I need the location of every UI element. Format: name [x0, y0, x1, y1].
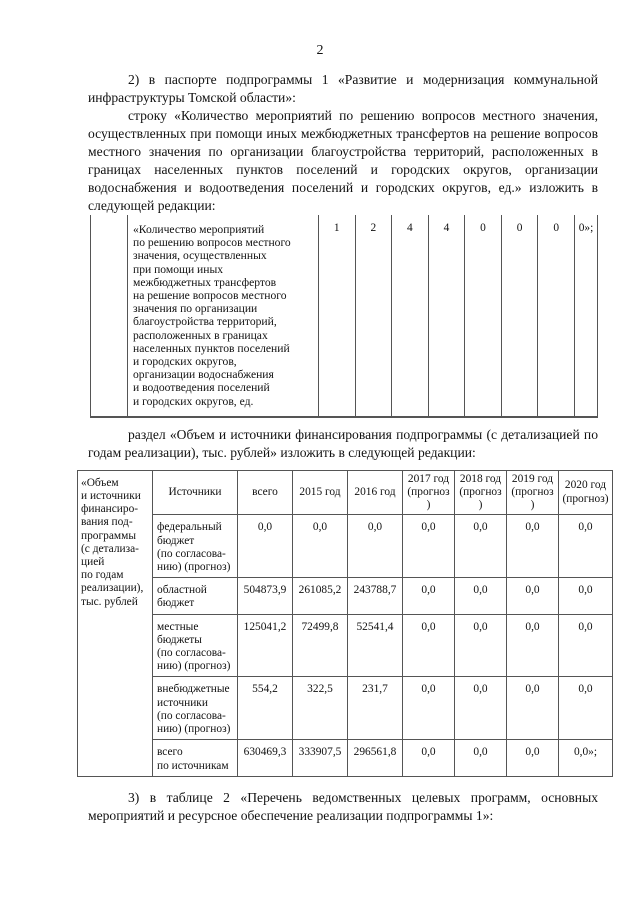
source-cell — [153, 677, 238, 740]
text-line: и источники — [81, 490, 141, 503]
text-line: нию) (прогноз) — [157, 561, 231, 574]
text-line: «Объем — [81, 476, 119, 489]
value-cell: 243788,7 — [348, 578, 403, 614]
paragraph: строку «Количество мероприятий по решению вопросов местного значения, осуществленных при помощи иных межбюджетных трансфертов на решение вопросов местного значения по организации благоустройства территорий, расположенных в границах населенных пунктов поселений и городских округов, организации водоснабжения и водоотведения поселений и городских округов, ед.» изложить в следующей редакции: — [88, 108, 598, 213]
value-cell: 0,0 — [559, 614, 613, 677]
value-cell: 0,0 — [559, 677, 613, 740]
text-line: на решение вопросов местного — [133, 289, 287, 303]
value-cell: 0,0 — [455, 578, 507, 614]
finance-section-text — [88, 426, 598, 462]
value-cell: 0,0 — [348, 515, 403, 578]
value-cell: 4 — [428, 215, 465, 417]
value-cell: 125041,2 — [238, 614, 293, 677]
value-cell: 630469,3 — [238, 740, 293, 776]
text-line: значения, осуществленных — [133, 249, 267, 263]
column-header: 2017 год (прогноз) — [403, 470, 455, 515]
value-cell: 1 — [319, 215, 356, 417]
text-line: (по согласова- — [157, 647, 226, 660]
text-line: (по согласова- — [157, 547, 226, 560]
text-line: расположенных в границах — [133, 328, 268, 342]
value-cell: 0,0 — [403, 578, 455, 614]
column-header: 2015 год — [293, 470, 348, 515]
value-cell: 0,0 — [455, 677, 507, 740]
row-label — [78, 470, 153, 776]
text-line: областной — [157, 584, 207, 597]
value-cell: 0,0 — [507, 740, 559, 776]
text-line: источники — [157, 696, 208, 709]
text-line: бюджеты — [157, 633, 202, 646]
value-cell: 0,0 — [559, 515, 613, 578]
value-cell: 0 — [501, 215, 538, 417]
text-line: и городских округов, — [133, 355, 237, 369]
value-cell: 231,7 — [348, 677, 403, 740]
text-line: цией — [81, 556, 105, 569]
value-cell: 0,0 — [403, 515, 455, 578]
value-cell: 0,0 — [559, 578, 613, 614]
text-line: местные — [157, 620, 199, 633]
value-cell: 2 — [355, 215, 392, 417]
text-line: по источникам — [157, 759, 229, 772]
text-line: и городских округов, ед. — [133, 394, 254, 408]
text-line: всего — [157, 746, 183, 759]
value-cell: 261085,2 — [293, 578, 348, 614]
text-line: благоустройства территорий, — [133, 315, 277, 329]
paragraph: 3) в таблице 2 «Перечень ведомственных целевых программ, основных мероприятий и ресурсное обеспечение реализации подпрограммы 1»: — [88, 789, 598, 823]
text-line: и водоотведения поселений — [133, 381, 270, 395]
text-line: при помощи иных — [133, 262, 224, 276]
column-header: Источники — [153, 470, 238, 515]
value-cell: 0,0 — [507, 677, 559, 740]
table-row — [78, 740, 613, 776]
text-line: по решению вопросов местного — [133, 236, 291, 250]
text-line: (с детализа- — [81, 542, 139, 555]
value-cell: 0,0 — [403, 740, 455, 776]
value-cell: 0,0 — [403, 614, 455, 677]
source-cell — [153, 740, 238, 776]
value-cell: 0,0 — [455, 614, 507, 677]
value-cell: 0,0 — [507, 614, 559, 677]
indicator-name — [128, 215, 319, 417]
value-cell: 0,0 — [507, 515, 559, 578]
value-cell: 0 — [465, 215, 502, 417]
text-line: финансиро- — [81, 503, 139, 516]
finance-table — [77, 470, 613, 777]
text-line: значения по организации — [133, 302, 258, 316]
value-cell: 0,0 — [507, 578, 559, 614]
text-line: по годам — [81, 569, 124, 582]
value-cell: 0,0 — [293, 515, 348, 578]
text-line: федеральный — [157, 521, 222, 534]
table-row — [78, 578, 613, 614]
text-line: вания под- — [81, 516, 133, 529]
table-row — [91, 215, 598, 417]
section-3-text — [88, 789, 598, 825]
text-line: внебюджетные — [157, 683, 230, 696]
text-line: тыс. рублей — [81, 595, 138, 608]
source-cell — [153, 515, 238, 578]
text-line: бюджет — [157, 534, 195, 547]
value-cell: 322,5 — [293, 677, 348, 740]
value-cell: 504873,9 — [238, 578, 293, 614]
column-header: 2018 год (прогноз) — [455, 470, 507, 515]
value-cell: 0,0 — [455, 740, 507, 776]
column-header: 2020 год (прогноз) — [559, 470, 613, 515]
text-line: населенных пунктов поселений — [133, 341, 290, 355]
text-line: нию) (прогноз) — [157, 660, 231, 673]
header-row — [78, 470, 613, 515]
table-row — [78, 614, 613, 677]
column-header: всего — [238, 470, 293, 515]
page-number: 2 — [316, 43, 324, 58]
text-line: реализации), — [81, 582, 144, 595]
value-cell: 0»; — [575, 215, 598, 417]
value-cell: 296561,8 — [348, 740, 403, 776]
text-line: нию) (прогноз) — [157, 723, 231, 736]
table-row — [78, 515, 613, 578]
value-cell: 0,0 — [238, 515, 293, 578]
value-cell: 52541,4 — [348, 614, 403, 677]
indicator-table — [90, 215, 598, 418]
section-2-text — [88, 71, 598, 215]
value-cell: 72499,8 — [293, 614, 348, 677]
paragraph: раздел «Объем и источники финансирования подпрограммы (с детализацией по годам реализации), тыс. рублей» изложить в следующей редакции: — [88, 426, 598, 460]
source-cell — [153, 614, 238, 677]
text-line: программы — [81, 529, 136, 542]
value-cell: 0 — [538, 215, 575, 417]
value-cell: 554,2 — [238, 677, 293, 740]
text-line: межбюджетных трансфертов — [133, 275, 277, 289]
value-cell: 4 — [392, 215, 429, 417]
table-row — [78, 677, 613, 740]
text-line: (по согласова- — [157, 709, 226, 722]
value-cell: 333907,5 — [293, 740, 348, 776]
column-header: 2019 год (прогноз) — [507, 470, 559, 515]
text-line: организации водоснабжения — [133, 368, 274, 382]
value-cell: 0,0»; — [559, 740, 613, 776]
source-cell — [153, 578, 238, 614]
text-line: «Количество мероприятий — [133, 223, 265, 236]
empty-cell — [91, 215, 128, 417]
value-cell: 0,0 — [455, 515, 507, 578]
column-header: 2016 год — [348, 470, 403, 515]
value-cell: 0,0 — [403, 677, 455, 740]
paragraph: 2) в паспорте подпрограммы 1 «Развитие и модернизация коммунальной инфраструктуры Томской области»: — [88, 72, 598, 105]
text-line: бюджет — [157, 597, 195, 610]
